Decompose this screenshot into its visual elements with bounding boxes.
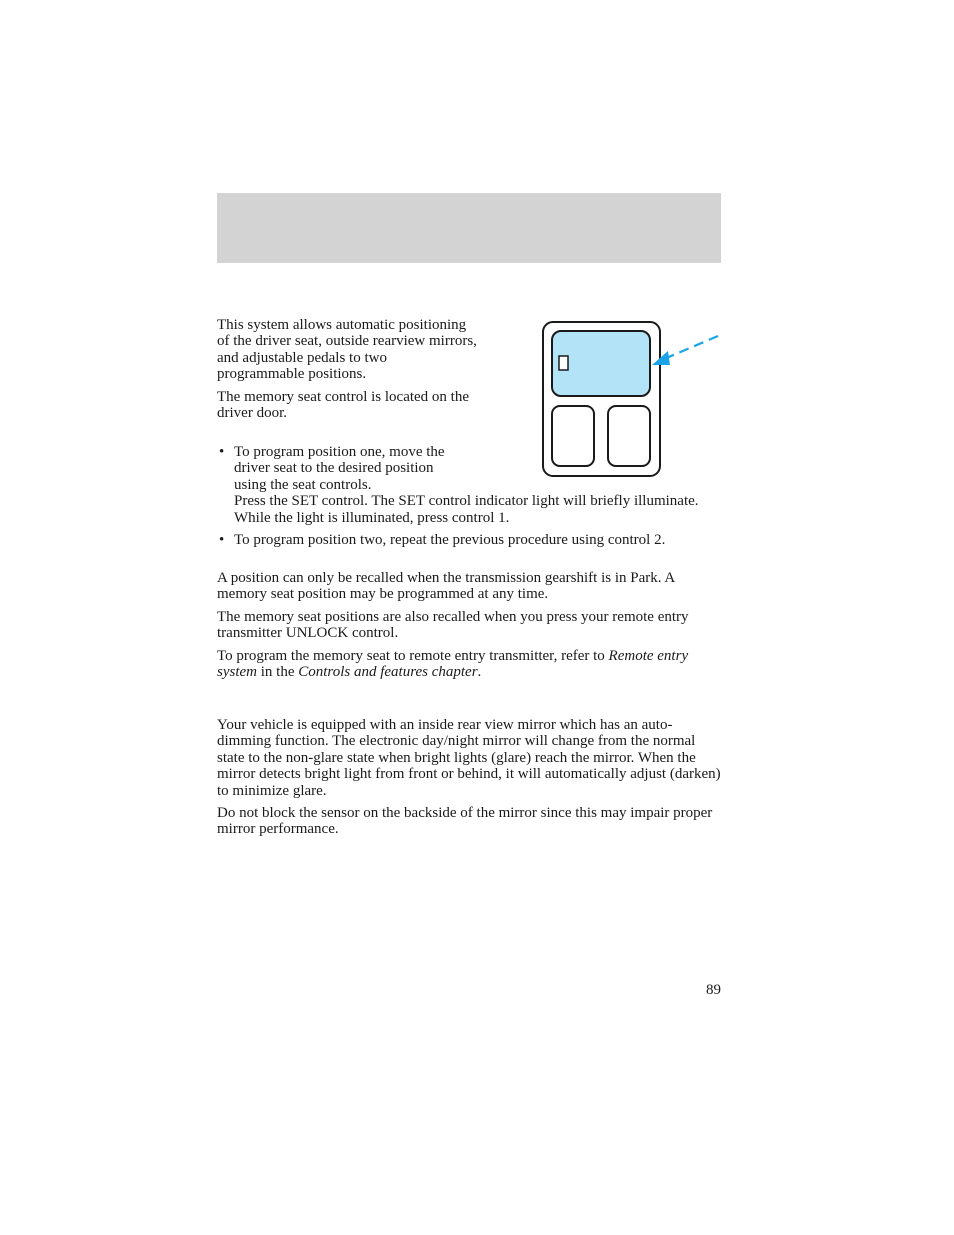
recall-section bbox=[217, 570, 721, 686]
controls-features-chapter-reference: Controls and features chapter bbox=[298, 664, 478, 681]
intro-paragraph-1: This system allows automatic positioning of the driver seat, outside rearview mirrors, and adjustable pedals to two programmable positions. bbox=[217, 317, 477, 383]
recall-paragraph-3 bbox=[217, 648, 721, 681]
list-item bbox=[217, 444, 721, 526]
callout-arrow-line bbox=[664, 336, 718, 359]
mirror-paragraph-2: Do not block the sensor on the backside of the mirror since this may impair proper mirror performance. bbox=[217, 805, 713, 838]
recall-p3-end: . bbox=[477, 664, 482, 681]
recall-p3-mid: in the bbox=[257, 664, 299, 681]
step-1-text-b: Press the SET control. The SET control indicator light will briefly illuminate. While the light is illuminated, press control 1. bbox=[234, 493, 699, 526]
bullet-icon: • bbox=[219, 444, 225, 460]
mirror-paragraph-1: Your vehicle is equipped with an inside rear view mirror which has an auto-dimming function. The electronic day/night mirror will change from the normal state to the non-glare state when bright lights (glare) reach the mirror. When the mirror detects bright light from front or behind, it will automatically adjust (darken) to minimize glare. bbox=[217, 717, 721, 799]
step-2-text: To program position two, repeat the previous procedure using control 2. bbox=[234, 532, 666, 549]
step-1-text-a: To program position one, move the driver seat to the desired position using the seat controls. bbox=[234, 444, 445, 493]
recall-p3-pre: To program the memory seat to remote entry transmitter, refer to bbox=[217, 647, 609, 664]
list-item bbox=[217, 532, 721, 548]
recall-paragraph-1: A position can only be recalled when the transmission gearshift is in Park. A memory seat position may be programmed at any time. bbox=[217, 570, 675, 603]
bullet-icon: • bbox=[219, 532, 225, 549]
intro-paragraph-2: The memory seat control is located on the driver door. bbox=[217, 388, 470, 422]
remote-entry-system-reference: Remote entry system bbox=[217, 647, 689, 681]
programming-steps-list bbox=[217, 444, 721, 554]
auto-dimming-mirror-section bbox=[217, 717, 721, 844]
header-band bbox=[217, 193, 721, 263]
set-indicator-light-icon bbox=[559, 356, 568, 370]
page-number: 89 bbox=[706, 982, 721, 998]
recall-paragraph-2: The memory seat positions are also recalled when you press your remote entry transmitter UNLOCK control. bbox=[217, 608, 689, 642]
intro-section bbox=[217, 317, 477, 427]
